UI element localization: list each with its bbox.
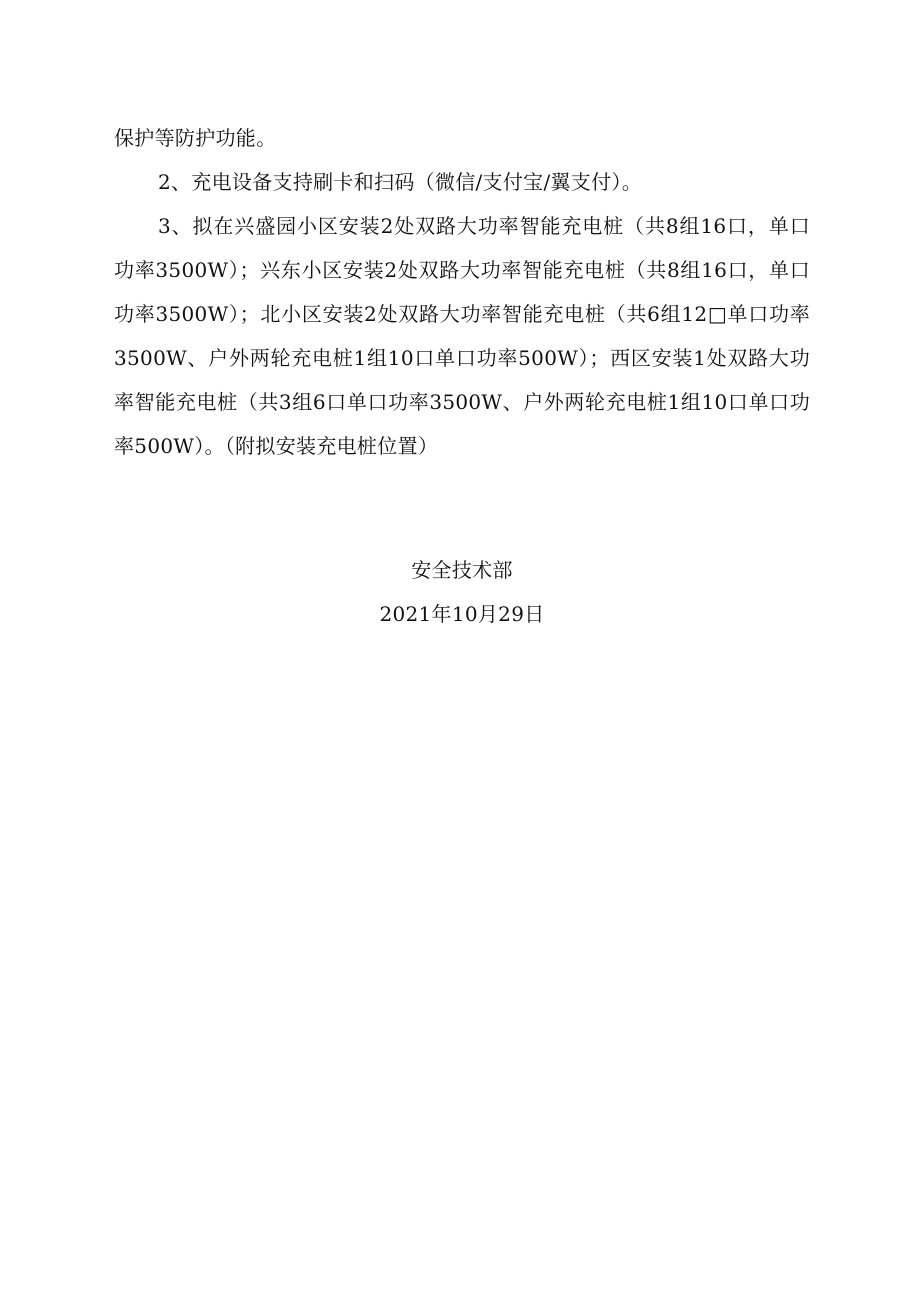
signature-block [114, 548, 810, 636]
paragraph-item-3: 3、拟在兴盛园小区安装2处双路大功率智能充电桩（共8组16口，单口功率3500W）；兴东小区安装2处双路大功率智能充电桩（共8组16口，单口功率3500W）；北小区安装2处双路大功率智能充电桩（共6组12□单口功率3500W、户外两轮充电桩1组10口单口功率500W）；西区安装1处双路大功率智能充电桩（共3组6口单口功率3500W、户外两轮充电桩1组10口单口功率500W）。（附拟安装充电桩位置） [114, 214, 810, 458]
signature-department: 安全技术部 [411, 558, 513, 582]
paragraph-item-2: 2、充电设备支持刷卡和扫码（微信/支付宝/翼支付）。 [158, 170, 643, 194]
document-body [114, 116, 810, 468]
signature-date: 2021年10月29日 [379, 602, 545, 626]
paragraph-continuation: 保护等防护功能。 [114, 126, 277, 150]
